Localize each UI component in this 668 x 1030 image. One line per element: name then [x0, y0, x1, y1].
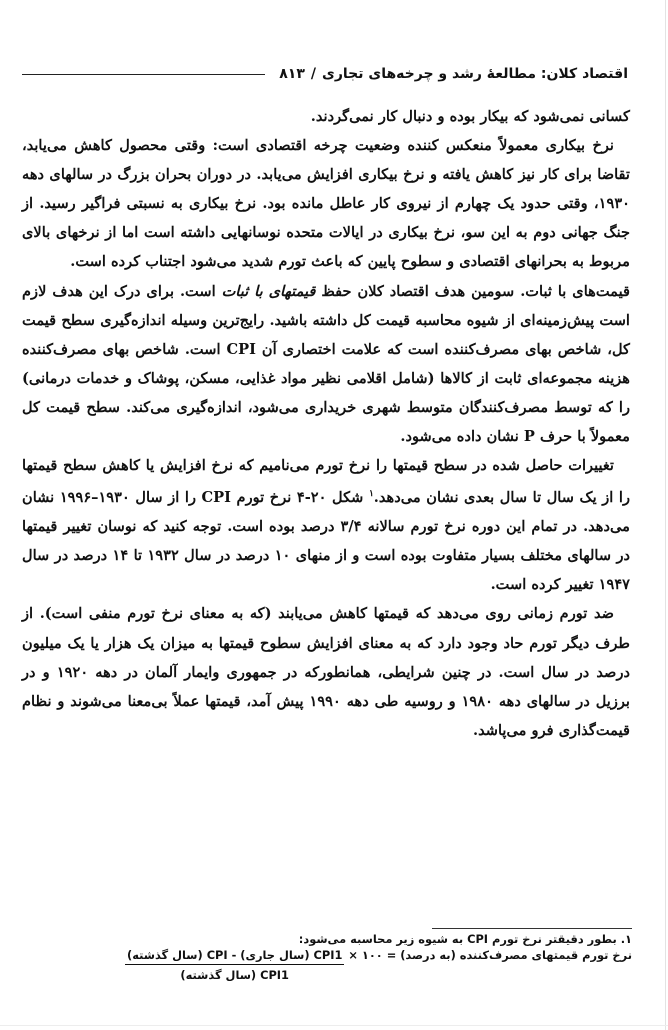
paragraph-5: ضد تورم زمانی روی می‌دهد که قیمتها کاهش می‌یابند (که به معنای نرخ تورم منفی است). از طرف دیگر تورم حاد وجود دارد که به معنای افزایش سطوح قیمتها به میزان یک هزار یا یک میلیون درصد در سال است. در چنین شرایطی، همانطورکه در جمهوری وایمار آلمان در دهه ۱۹۲۰ و در برزیل در سالهای دهه ۱۹۸۰ و روسیه طی دهه ۱۹۹۰ پیش آمد، قیمتها عملاً بی‌معنا می‌شوند و نظام قیمت‌گذاری فرو می‌پاشد.	[22, 605, 630, 739]
paragraph-2: نرخ بیکاری معمولاً منعکس کننده وضعیت چرخه اقتصادی است: وقتی محصول کاهش می‌یابد، تقاضا برای کار نیز کاهش یافته و نرخ بیکاری افزایش می‌یابد. در دوران بحران بزرگ در سالهای دهه ۱۹۳۰، وقتی حدود یک چهارم از نیروی کار عاطل مانده بود. نرخ بیکاری به نسبتی فراگیر رسید. از جنگ جهانی دوم به این سو، نرخ بیکاری در ایالات متحده نوسانهایی داشته است اما از نرخهای بالای مربوط به بحرانهای اقتصادی و سطوح پایین که باعث تورم شدید می‌شود اجتناب کرده است.	[22, 137, 630, 271]
page-number: ۸۱۳	[279, 66, 305, 82]
running-header	[22, 66, 628, 82]
footnote	[32, 932, 632, 983]
paragraph-3-lead: سومین هدف اقتصاد کلان حفظ	[315, 282, 521, 300]
formula-denominator: CPI1 (سال گذشته)	[180, 968, 289, 982]
paragraph-3-text-b: است که علامت اختصاری آن CPI است. شاخص بهای مصرف‌کننده هزینه مجموعه‌ای ثابت از کالاها (شامل اقلامی نظیر مواد غذایی، مسکن، پوشاک و خدمات درمانی) را که توسط مصرف‌کنندگان متوسط شهری خریداری می‌شود، اندازه‌گیری می‌کند. سطح قیمت کل معمولاً با حرف P نشان داده می‌شود.	[22, 340, 630, 446]
paragraph-4-text-a: تغییرات حاصل شده در سطح قیمتها را نرخ تورم می‌نامیم که نرخ افزایش یا کاهش سطح قیمتها را از یک سال تا سال بعدی نشان می‌دهد.	[22, 457, 630, 507]
body-text	[22, 102, 630, 745]
header-separator: /	[310, 66, 317, 82]
formula-lhs: نرخ تورم قیمتهای مصرف‌کننده (به درصد) = ۱۰۰ ×	[348, 948, 632, 962]
paragraph-3-text-a: است. برای درک این هدف لازم است پیش‌زمینه‌ای از شیوه محاسبه قیمت کل داشته باشید. رایج‌ترین وسیله اندازه‌گیری سطح قیمت کل،	[22, 282, 630, 358]
paragraph-1: کسانی نمی‌شود که بیکار بوده و دنبال کار نمی‌گردند.	[310, 108, 630, 125]
running-title: اقتصاد کلان: مطالعهٔ رشد و چرخه‌های تجاری	[322, 66, 628, 82]
footnote-rule	[432, 928, 632, 929]
page-edge-bottom	[0, 1025, 668, 1026]
term-cpi: شاخص بهای مصرف‌کننده	[444, 340, 602, 358]
cpi-formula	[32, 948, 632, 983]
emphasis-stable-prices: قیمتهای با ثبات	[221, 282, 316, 300]
section-heading-stable-prices: قیمت‌های با ثبات.	[520, 282, 630, 300]
paragraph-4-text-b: شکل ۲۰-۴ نرخ تورم CPI را از سال ۱۹۳۰–۱۹۹۶ نشان می‌دهد. در تمام این دوره نرخ تورم سالانه ۳/۴ درصد بوده است. توجه کنید که نوسان تغییر قیمتها در سالهای مختلف بسیار متفاوت بوده است و از منهای ۱۰ درصد در سال ۱۹۳۲ تا ۱۴ درصد در سال ۱۹۴۷ تغییر کرده است.	[22, 489, 631, 594]
formula-numerator: CPI1 (سال جاری) - CPI (سال گذشته)	[125, 948, 344, 965]
paragraph-3	[22, 277, 630, 452]
header-rule	[22, 74, 265, 75]
page-edge	[665, 0, 666, 1030]
formula-fraction	[125, 948, 344, 983]
paragraph-4	[22, 451, 630, 599]
footnote-intro: ۱. بطور دقیقتر نرخ تورم CPI به شیوه زیر محاسبه می‌شود:	[298, 932, 632, 946]
footnote-marker: ۱	[368, 489, 374, 500]
